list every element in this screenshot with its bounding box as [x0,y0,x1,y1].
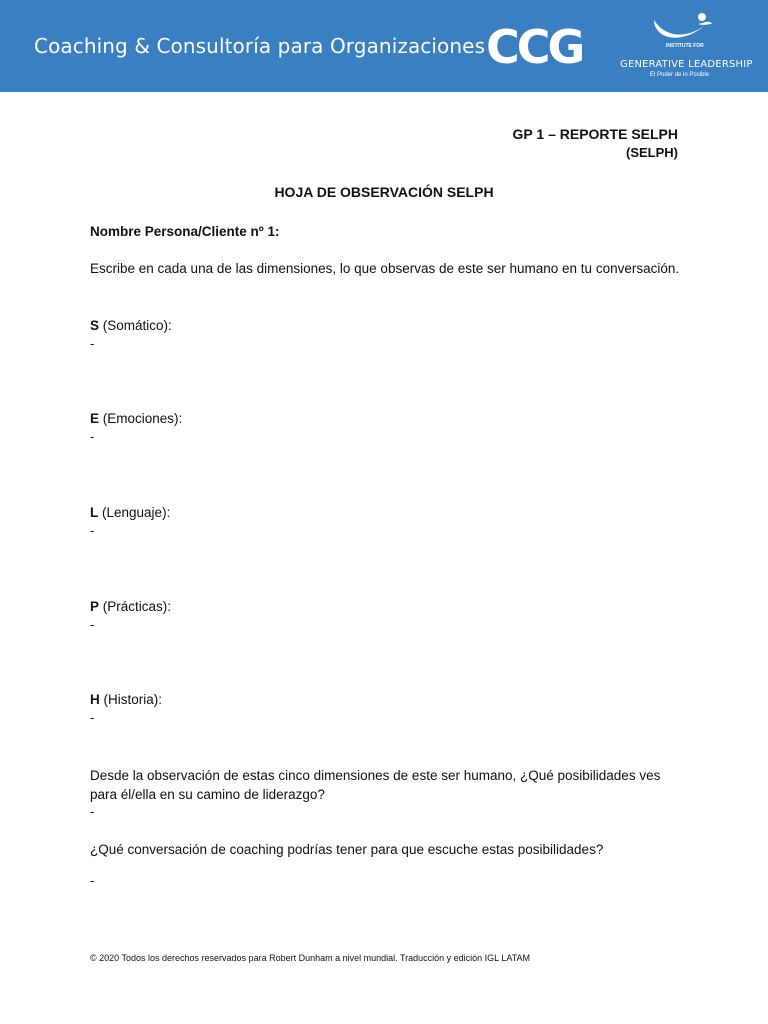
dimension-label: (Lenguaje): [102,505,171,520]
sheet-heading: HOJA DE OBSERVACIÓN SELPH [274,184,494,200]
dimension-answer: - [90,523,95,538]
question-leadership-possibilities: Desde la observación de estas cinco dimensiones de este ser humano, ¿Qué posibilidades ves para él/ella en su camino de liderazgo? [90,768,661,802]
question-answer: - [90,804,95,819]
instructions: Escribe en cada una de las dimensiones, lo que observas de este ser humano en tu conversación. [90,261,680,276]
document-subtitle: (SELPH) [626,145,678,160]
igl-logo-tagline: El Poder de lo Posible [650,72,710,78]
dimension-letter: S [90,318,100,333]
dimension-letter: L [90,505,99,520]
igl-logo-name: GENERATIVE LEADERSHIP [620,59,753,70]
dimension-letter: E [90,411,100,426]
footer-copyright: © 2020 Todos los derechos reservados para Robert Dunham a nivel mundial. Traducción y edición IGL LATAM [90,953,531,963]
dimension-answer: - [90,429,95,444]
dimension-somatico [90,316,680,335]
dimension-label: (Prácticas): [102,599,172,614]
client-label: Nombre Persona/Cliente nº 1: [90,224,280,239]
header-title: Coaching & Consultoría para Organizaciones [34,34,486,58]
ccg-logo: CCG [486,20,583,74]
dimension-practicas [90,597,680,616]
dimension-historia [90,690,680,709]
dimension-letter: H [90,692,100,707]
dimension-answer: - [90,710,95,725]
question-answer: - [90,873,95,888]
question-coaching-conversation: ¿Qué conversación de coaching podrías tener para que escuche estas posibilidades? [90,842,604,857]
dimension-lenguaje [90,503,680,522]
dimension-label: (Emociones): [102,411,183,426]
document-title: GP 1 – REPORTE SELPH [512,126,678,142]
dimension-answer: - [90,617,95,632]
dimension-emociones [90,409,680,428]
dimension-answer: - [90,336,95,351]
dimension-label: (Somático): [102,318,172,333]
igl-logo-small-text: INSTITUTE FOR [666,43,704,49]
dimension-label: (Historia): [103,692,163,707]
header-banner [0,0,768,92]
dimension-letter: P [90,599,100,614]
